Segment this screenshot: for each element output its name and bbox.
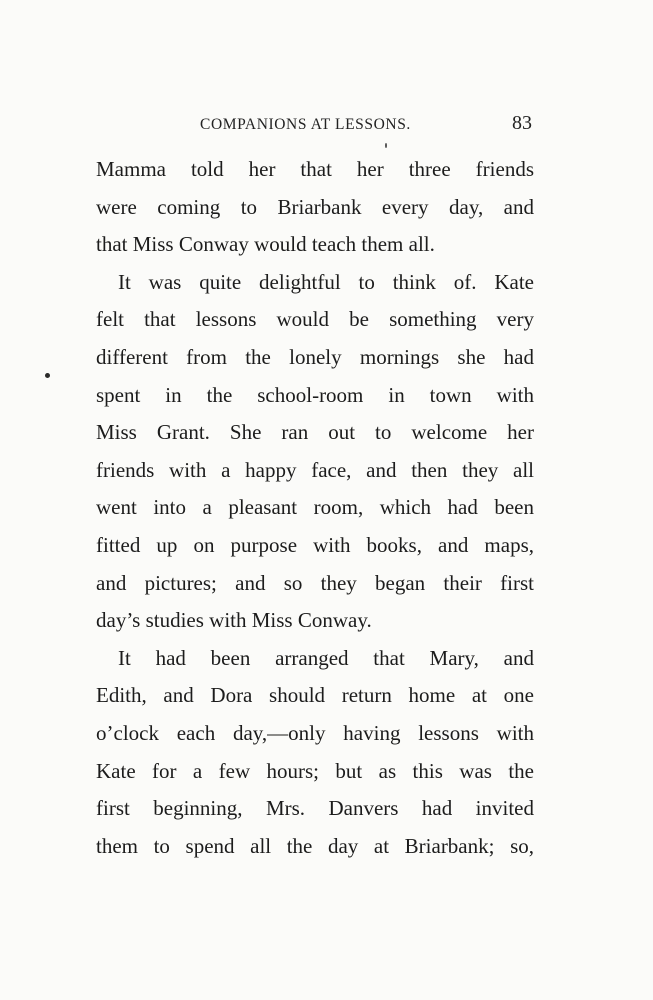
- text-line: first beginning, Mrs. Danvers had invited: [96, 796, 534, 821]
- margin-dot-mark: [45, 373, 50, 378]
- text-line: Kate for a few hours; but as this was the: [96, 758, 534, 783]
- stray-print-mark: [385, 143, 387, 148]
- text-line: It had been arranged that Mary, and: [118, 645, 534, 670]
- page-number: 83: [512, 112, 532, 134]
- text-line: felt that lessons would be something very: [96, 307, 534, 332]
- text-line: that Miss Conway would teach them all.: [96, 232, 435, 257]
- text-line: o’clock each day,—only having lessons with: [96, 720, 534, 745]
- text-line: were coming to Briarbank every day, and: [96, 194, 534, 219]
- text-line: friends with a happy face, and then they all: [96, 457, 534, 482]
- text-line: different from the lonely mornings she had: [96, 344, 534, 369]
- text-line: Edith, and Dora should return home at one: [96, 683, 534, 708]
- text-line: spent in the school-room in town with: [96, 382, 534, 407]
- text-line: them to spend all the day at Briarbank; so,: [96, 833, 534, 858]
- text-line: fitted up on purpose with books, and maps,: [96, 532, 534, 557]
- text-line: went into a pleasant room, which had been: [96, 495, 534, 520]
- text-line: Miss Grant. She ran out to welcome her: [96, 420, 534, 445]
- text-line: day’s studies with Miss Conway.: [96, 608, 372, 633]
- running-head: [96, 112, 536, 138]
- text-line: It was quite delightful to think of. Kate: [118, 269, 534, 294]
- text-line: and pictures; and so they began their first: [96, 570, 534, 595]
- body-text: [96, 151, 534, 865]
- text-line: Mamma told her that her three friends: [96, 157, 534, 181]
- running-title: COMPANIONS AT LESSONS.: [200, 116, 411, 133]
